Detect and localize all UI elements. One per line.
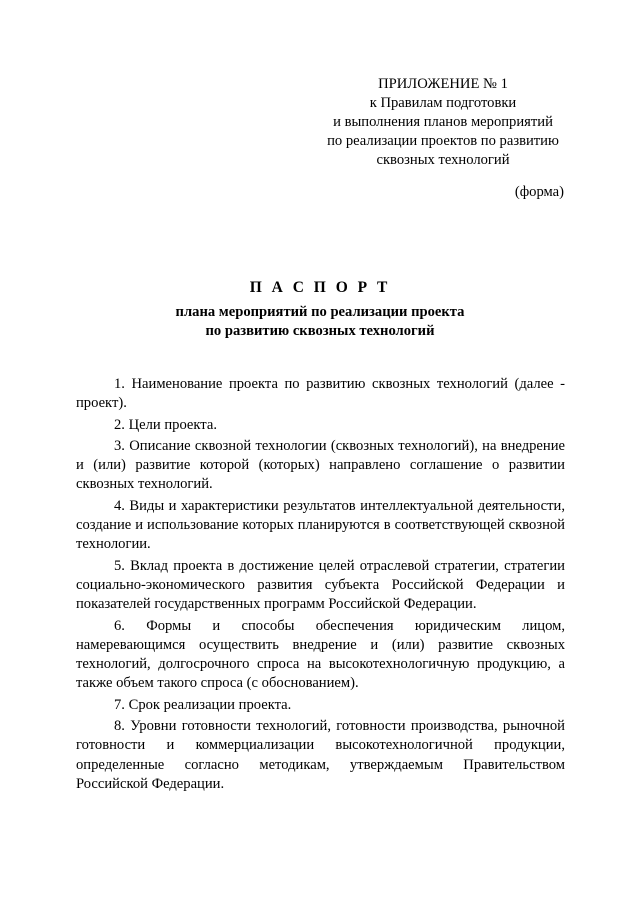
passport-item: 7. Срок реализации проекта. — [114, 696, 292, 713]
subtitle-line: по развитию сквозных технологий — [205, 323, 435, 339]
passport-item: 8. Уровни готовности технологий, готовности производства, рыночной готовности и коммерциализации высокотехнологичной продукции, определенные согласно методикам, утверждаемым Правительством Российской Федерации. — [76, 718, 565, 792]
annex-reference-line: к Правилам подготовки — [369, 95, 517, 111]
annex-number: ПРИЛОЖЕНИЕ № 1 — [378, 76, 508, 92]
passport-item: 1. Наименование проекта по развитию сквозных технологий (далее - проект). — [76, 376, 565, 412]
passport-item: 3. Описание сквозной технологии (сквозных технологий), на внедрение и (или) развитие которой (которых) направлено соглашение о развитии сквозных технологий. — [76, 437, 565, 493]
form-label: (форма) — [514, 184, 564, 200]
document-title: П А С П О Р Т — [249, 279, 391, 296]
passport-item: 2. Цели проекта. — [114, 416, 217, 433]
passport-items — [76, 375, 565, 796]
annex-reference-line: по реализации проектов по развитию — [327, 133, 559, 149]
subtitle-line: плана мероприятий по реализации проекта — [175, 304, 465, 320]
annex-reference-line: и выполнения планов мероприятий — [333, 114, 553, 130]
annex-reference-line: сквозных технологий — [376, 152, 510, 168]
passport-item: 5. Вклад проекта в достижение целей отраслевой стратегии, стратегии социально-экономического развития субъекта Российской Федерации и показателей государственных программ Российской Федерации. — [76, 557, 565, 613]
passport-item: 4. Виды и характеристики результатов интеллектуальной деятельности, создание и использование которых планируются в соответствующей сквозной технологии. — [76, 497, 565, 553]
passport-item: 6. Формы и способы обеспечения юридическим лицом, намеревающимся осуществить внедрение и (или) развитие сквозных технологий, долгосрочного спроса на высокотехнологичную продукцию, а также объем такого спроса (с обоснованием). — [76, 617, 565, 692]
annex-header — [310, 75, 576, 170]
document-subtitle — [0, 303, 640, 341]
